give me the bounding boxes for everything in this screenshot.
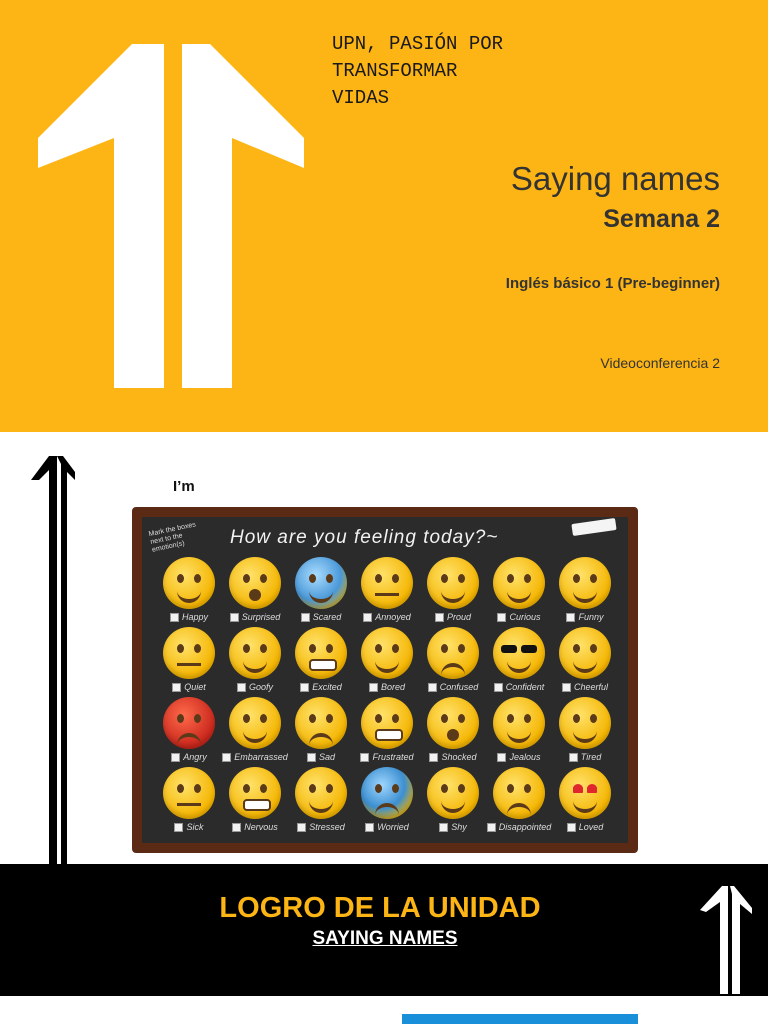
angry-face-icon — [163, 697, 215, 749]
emotion-item — [420, 767, 486, 837]
logro-slide — [0, 864, 768, 1024]
emotion-checkbox[interactable] — [222, 753, 231, 762]
next-slide-image-edge — [402, 1014, 638, 1024]
funny-face-icon — [559, 557, 611, 609]
scared-face-icon — [295, 557, 347, 609]
emotion-label — [170, 612, 208, 622]
emotion-checkbox[interactable] — [307, 753, 316, 762]
emotion-item — [156, 627, 222, 697]
emotion-text: Goofy — [248, 682, 273, 692]
emotion-checkbox[interactable] — [429, 753, 438, 762]
emotion-text: Embarrassed — [234, 752, 288, 762]
board-note: Mark the boxes next to the emotion(s) — [148, 521, 197, 554]
emotion-label — [363, 612, 411, 622]
emotion-text: Curious — [509, 612, 541, 622]
emotion-text: Nervous — [244, 822, 278, 832]
emotion-text: Stressed — [309, 822, 345, 832]
course-name: Inglés básico 1 (Pre-beginner) — [505, 275, 720, 292]
prompt-text: I’m — [173, 478, 195, 495]
emotion-text: Disappointed — [498, 822, 552, 832]
emotion-checkbox[interactable] — [360, 753, 369, 762]
emotion-label — [171, 752, 207, 762]
emotion-label — [497, 752, 540, 762]
emotion-label — [300, 682, 342, 692]
quiet-face-icon — [163, 627, 215, 679]
emotion-label — [487, 822, 552, 832]
slide-title: Saying names — [510, 160, 720, 197]
emotions-slide — [0, 432, 768, 864]
emotion-item — [222, 557, 288, 627]
emotion-text: Tired — [580, 752, 602, 762]
emotion-checkbox[interactable] — [439, 823, 448, 832]
happy-face-icon — [163, 557, 215, 609]
emotion-text: Confused — [439, 682, 479, 692]
emotion-item — [354, 767, 420, 837]
emotion-text: Annoyed — [375, 612, 411, 622]
annoyed-face-icon — [361, 557, 413, 609]
emotion-checkbox[interactable] — [232, 823, 241, 832]
emotion-checkbox[interactable] — [435, 613, 444, 622]
emotion-text: Surprised — [241, 612, 281, 622]
emotion-item — [354, 697, 420, 767]
logro-title: LOGRO DE LA UNIDAD — [219, 892, 541, 924]
emotion-checkbox[interactable] — [172, 683, 181, 692]
emotion-label — [365, 822, 409, 832]
emotion-text: Worried — [377, 822, 409, 832]
emotion-item — [552, 557, 618, 627]
emotion-text: Cheerful — [573, 682, 609, 692]
emotion-label — [360, 752, 413, 762]
emotion-item — [552, 767, 618, 837]
emotion-label — [435, 612, 471, 622]
emotion-checkbox[interactable] — [170, 613, 179, 622]
emotion-checkbox[interactable] — [237, 683, 246, 692]
emotion-item — [156, 557, 222, 627]
emotion-checkbox[interactable] — [369, 683, 378, 692]
emotion-text: Bored — [380, 682, 406, 692]
emotion-checkbox[interactable] — [494, 683, 503, 692]
emotion-label — [567, 822, 604, 832]
emotion-item — [222, 697, 288, 767]
upn-arrows-icon — [700, 882, 752, 994]
emotion-label — [428, 682, 479, 692]
excited-face-icon — [295, 627, 347, 679]
emotion-checkbox[interactable] — [174, 823, 183, 832]
emotion-item — [552, 627, 618, 697]
shocked-face-icon — [427, 697, 479, 749]
emotion-text: Proud — [446, 612, 472, 622]
emotion-checkbox[interactable] — [562, 683, 571, 692]
emotion-item — [420, 627, 486, 697]
emotion-label — [369, 682, 405, 692]
tagline: UPN, PASIÓN POR TRANSFORMAR VIDAS — [332, 33, 504, 109]
frustrated-face-icon — [361, 697, 413, 749]
emotion-label — [439, 822, 467, 832]
emotion-item — [420, 697, 486, 767]
emotion-label — [429, 752, 476, 762]
session-label: Videoconferencia 2 — [600, 355, 720, 371]
bored-face-icon — [361, 627, 413, 679]
emotion-label — [569, 752, 601, 762]
emotion-checkbox[interactable] — [566, 613, 575, 622]
shy-face-icon — [427, 767, 479, 819]
emotion-text: Confident — [505, 682, 545, 692]
emotion-label — [222, 752, 288, 762]
stressed-face-icon — [295, 767, 347, 819]
emotion-checkbox[interactable] — [230, 613, 239, 622]
emotion-text: Sad — [318, 752, 335, 762]
emotion-item — [354, 557, 420, 627]
emotion-text: Funny — [578, 612, 604, 622]
upn-logo-arrows — [38, 44, 306, 388]
emotion-text: Happy — [181, 612, 208, 622]
emotion-item — [354, 627, 420, 697]
emotion-item — [486, 767, 552, 837]
emotion-item — [222, 627, 288, 697]
embarrassed-face-icon — [229, 697, 281, 749]
emotion-checkbox[interactable] — [497, 613, 506, 622]
emotion-item — [288, 697, 354, 767]
emotion-text: Scared — [312, 612, 342, 622]
emotion-item — [420, 557, 486, 627]
emotion-text: Frustrated — [372, 752, 414, 762]
emotion-label — [494, 682, 545, 692]
emotion-label — [172, 682, 206, 692]
emotion-item — [156, 767, 222, 837]
emotion-checkbox[interactable] — [569, 753, 578, 762]
emotion-checkbox[interactable] — [301, 613, 310, 622]
week-label: Semana 2 — [603, 205, 720, 233]
emotion-checkbox[interactable] — [300, 683, 309, 692]
chalk-icon — [571, 518, 616, 536]
emotion-checkbox[interactable] — [297, 823, 306, 832]
emotion-text: Shocked — [441, 752, 477, 762]
emotion-label — [232, 822, 278, 832]
emotion-item — [486, 697, 552, 767]
emotion-label — [230, 612, 281, 622]
title-slide — [0, 0, 768, 432]
emotion-text: Loved — [578, 822, 604, 832]
emotion-text: Sick — [186, 822, 204, 832]
loved-face-icon — [559, 767, 611, 819]
emotion-text: Shy — [451, 822, 467, 832]
emotion-checkbox[interactable] — [363, 613, 372, 622]
confident-face-icon — [493, 627, 545, 679]
emotion-checkbox[interactable] — [567, 823, 576, 832]
emotion-checkbox[interactable] — [497, 753, 506, 762]
emotion-label — [237, 682, 273, 692]
emotion-item — [156, 697, 222, 767]
emotion-item — [288, 767, 354, 837]
sick-face-icon — [163, 767, 215, 819]
confused-face-icon — [427, 627, 479, 679]
emotion-item — [288, 627, 354, 697]
emotion-item — [222, 767, 288, 837]
disappointed-face-icon — [493, 767, 545, 819]
emotion-checkbox[interactable] — [171, 753, 180, 762]
emotion-item — [486, 627, 552, 697]
emotion-label — [562, 682, 608, 692]
emotion-text: Excited — [312, 682, 342, 692]
emotion-text: Quiet — [184, 682, 206, 692]
emotion-item — [552, 697, 618, 767]
emotion-item — [288, 557, 354, 627]
worried-face-icon — [361, 767, 413, 819]
emotion-label — [174, 822, 203, 832]
emotion-text: Jealous — [509, 752, 541, 762]
emotion-label — [497, 612, 540, 622]
emotion-label — [566, 612, 603, 622]
emotion-checkbox[interactable] — [365, 823, 374, 832]
emotion-label — [307, 752, 335, 762]
emotion-label — [301, 612, 342, 622]
emotion-checkbox[interactable] — [428, 683, 437, 692]
cheerful-face-icon — [559, 627, 611, 679]
jealous-face-icon — [493, 697, 545, 749]
emotion-item — [486, 557, 552, 627]
logro-subtitle: SAYING NAMES — [312, 928, 458, 949]
emotion-grid — [156, 557, 618, 837]
curious-face-icon — [493, 557, 545, 609]
emotion-text: Angry — [183, 752, 207, 762]
board-title: How are you feeling today?~ — [230, 527, 499, 548]
arrows-decoration-icon — [27, 450, 75, 864]
chalkboard-image — [132, 507, 638, 853]
emotion-label — [297, 822, 345, 832]
nervous-face-icon — [229, 767, 281, 819]
tired-face-icon — [559, 697, 611, 749]
surprised-face-icon — [229, 557, 281, 609]
proud-face-icon — [427, 557, 479, 609]
chalkboard-surface — [142, 517, 628, 843]
sad-face-icon — [295, 697, 347, 749]
logro-band — [0, 864, 768, 996]
emotion-checkbox[interactable] — [487, 823, 496, 832]
goofy-face-icon — [229, 627, 281, 679]
